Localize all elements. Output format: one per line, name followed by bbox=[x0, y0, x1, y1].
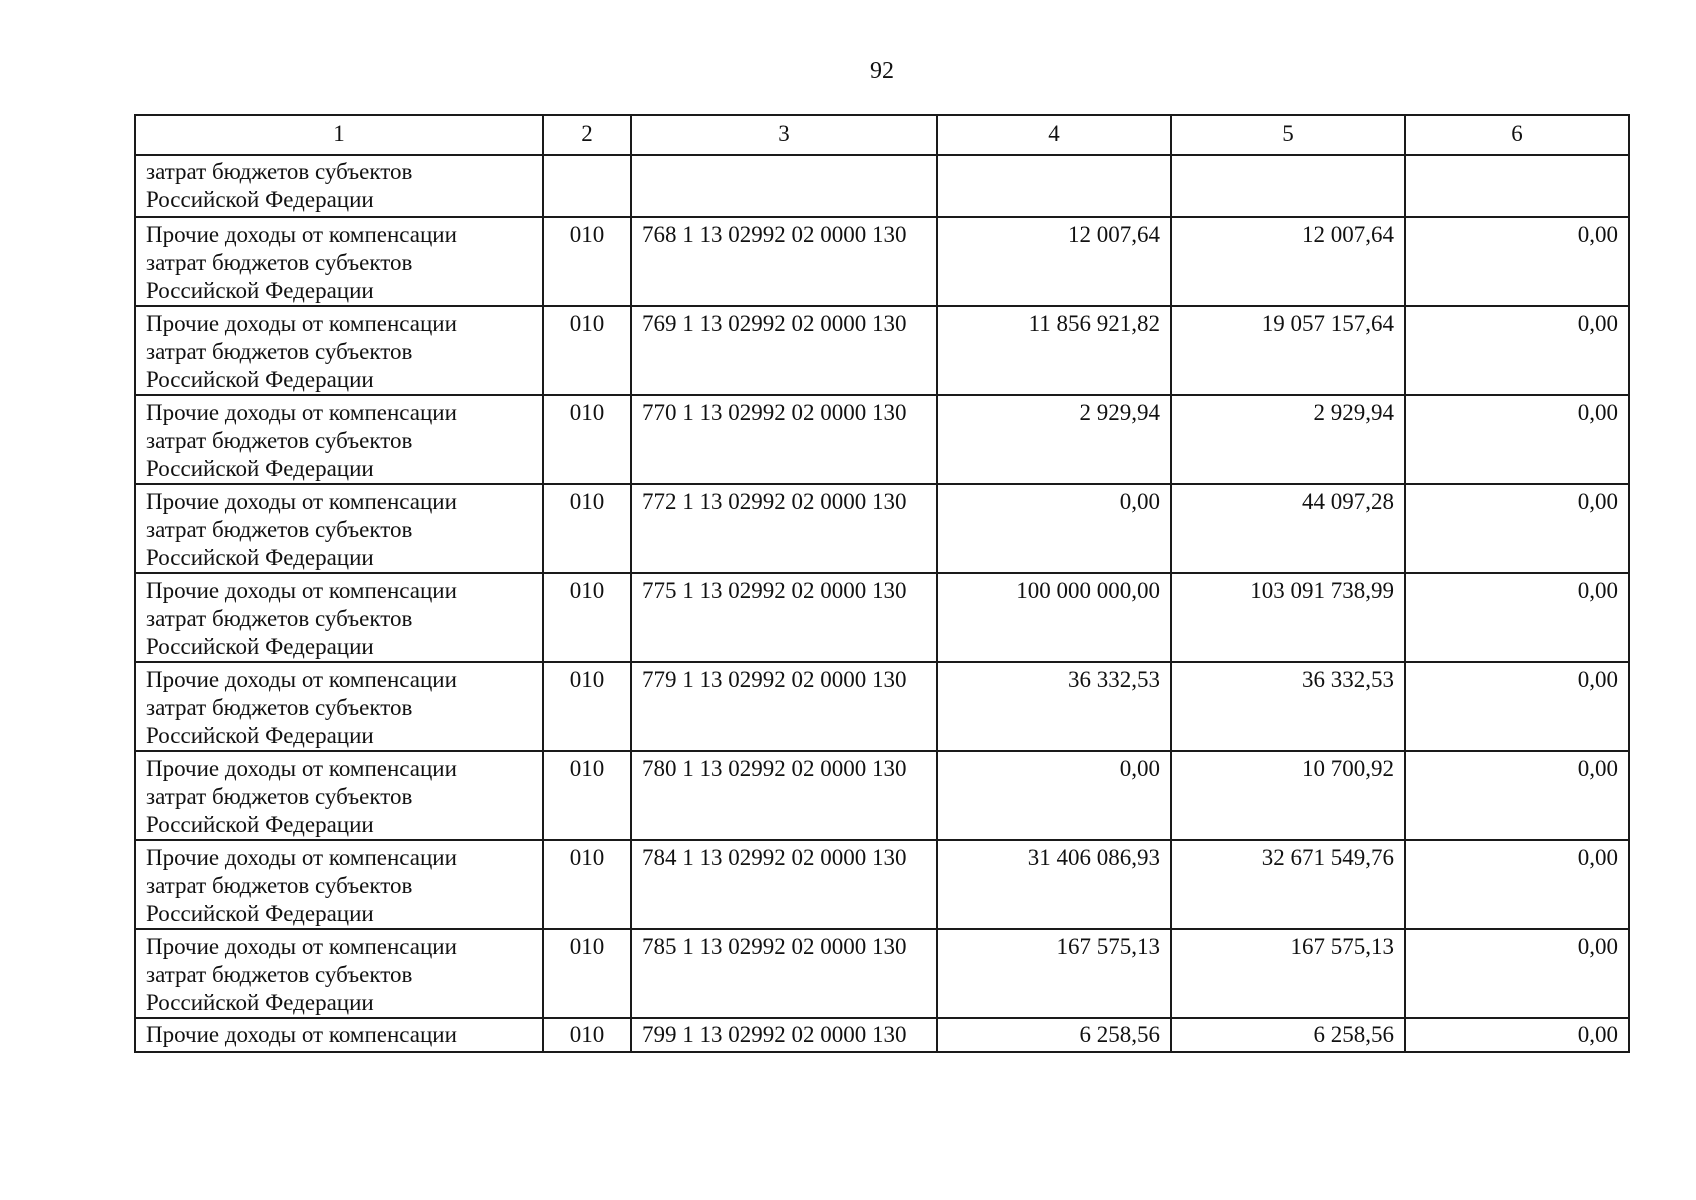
income-name-line: Прочие доходы от компенсации bbox=[146, 578, 457, 603]
income-name-line: Российской Федерации bbox=[146, 812, 374, 837]
budget-classification-code-cell: 780 1 13 02992 02 0000 130 bbox=[631, 751, 937, 840]
column-number-header-row bbox=[135, 115, 1629, 155]
income-name-line: затрат бюджетов субъектов bbox=[146, 517, 413, 542]
table-row bbox=[135, 1018, 1629, 1052]
page-number: 92 bbox=[870, 58, 894, 84]
income-name-line: затрат бюджетов субъектов bbox=[146, 250, 413, 275]
income-name-line: Российской Федерации bbox=[146, 634, 374, 659]
amount-col4-cell: 0,00 bbox=[937, 751, 1171, 840]
row-code-cell: 010 bbox=[543, 484, 631, 573]
table-row bbox=[135, 306, 1629, 395]
row-code-cell: 010 bbox=[543, 751, 631, 840]
amount-col4-cell: 167 575,13 bbox=[937, 929, 1171, 1018]
budget-classification-code-cell: 769 1 13 02992 02 0000 130 bbox=[631, 306, 937, 395]
budget-classification-code-cell: 772 1 13 02992 02 0000 130 bbox=[631, 484, 937, 573]
budget-classification-code-cell: 785 1 13 02992 02 0000 130 bbox=[631, 929, 937, 1018]
income-name-line: затрат бюджетов субъектов bbox=[146, 784, 413, 809]
amount-col5-cell: 103 091 738,99 bbox=[1171, 573, 1405, 662]
amount-col5-cell: 6 258,56 bbox=[1171, 1018, 1405, 1052]
row-code-cell: 010 bbox=[543, 929, 631, 1018]
amount-col4-cell: 2 929,94 bbox=[937, 395, 1171, 484]
income-name-line: Российской Федерации bbox=[146, 187, 374, 212]
income-name-line: Прочие доходы от компенсации bbox=[146, 667, 457, 692]
table-row bbox=[135, 840, 1629, 929]
income-name-line: затрат бюджетов субъектов bbox=[146, 695, 413, 720]
column-header: 5 bbox=[1171, 115, 1405, 155]
row-code-cell: 010 bbox=[543, 217, 631, 306]
amount-col6-cell: 0,00 bbox=[1405, 217, 1629, 306]
empty-cell bbox=[937, 155, 1171, 217]
income-name-cell bbox=[135, 155, 543, 217]
income-name-line: Прочие доходы от компенсации bbox=[146, 756, 457, 781]
revenue-table bbox=[134, 114, 1630, 1053]
amount-col5-cell: 44 097,28 bbox=[1171, 484, 1405, 573]
table-row bbox=[135, 662, 1629, 751]
income-name-line: Российской Федерации bbox=[146, 278, 374, 303]
amount-col6-cell: 0,00 bbox=[1405, 484, 1629, 573]
budget-classification-code-cell: 799 1 13 02992 02 0000 130 bbox=[631, 1018, 937, 1052]
income-name-cell bbox=[135, 484, 543, 573]
amount-col5-cell: 2 929,94 bbox=[1171, 395, 1405, 484]
table-row bbox=[135, 484, 1629, 573]
amount-col5-cell: 12 007,64 bbox=[1171, 217, 1405, 306]
empty-cell bbox=[631, 155, 937, 217]
income-name-line: Российской Федерации bbox=[146, 367, 374, 392]
amount-col6-cell: 0,00 bbox=[1405, 306, 1629, 395]
amount-col6-cell: 0,00 bbox=[1405, 929, 1629, 1018]
amount-col4-cell: 100 000 000,00 bbox=[937, 573, 1171, 662]
income-name-cell bbox=[135, 840, 543, 929]
table-row bbox=[135, 751, 1629, 840]
amount-col5-cell: 10 700,92 bbox=[1171, 751, 1405, 840]
amount-col5-cell: 36 332,53 bbox=[1171, 662, 1405, 751]
amount-col6-cell: 0,00 bbox=[1405, 395, 1629, 484]
amount-col6-cell: 0,00 bbox=[1405, 840, 1629, 929]
budget-classification-code-cell: 775 1 13 02992 02 0000 130 bbox=[631, 573, 937, 662]
income-name-line: Российской Федерации bbox=[146, 545, 374, 570]
amount-col4-cell: 36 332,53 bbox=[937, 662, 1171, 751]
revenue-table-container bbox=[134, 114, 1628, 1053]
income-name-line: Российской Федерации bbox=[146, 723, 374, 748]
income-name-line: Российской Федерации bbox=[146, 456, 374, 481]
row-code-cell: 010 bbox=[543, 306, 631, 395]
income-name-cell bbox=[135, 573, 543, 662]
amount-col6-cell: 0,00 bbox=[1405, 573, 1629, 662]
income-name-line: Прочие доходы от компенсации bbox=[146, 934, 457, 959]
amount-col4-cell: 12 007,64 bbox=[937, 217, 1171, 306]
income-name-line: Прочие доходы от компенсации bbox=[146, 311, 457, 336]
row-code-cell: 010 bbox=[543, 840, 631, 929]
budget-classification-code-cell: 768 1 13 02992 02 0000 130 bbox=[631, 217, 937, 306]
income-name-line: Прочие доходы от компенсации bbox=[146, 845, 457, 870]
income-name-line: Прочие доходы от компенсации bbox=[146, 400, 457, 425]
income-name-cell bbox=[135, 929, 543, 1018]
table-row bbox=[135, 217, 1629, 306]
income-name-line: затрат бюджетов субъектов bbox=[146, 428, 413, 453]
amount-col6-cell: 0,00 bbox=[1405, 751, 1629, 840]
column-header: 1 bbox=[135, 115, 543, 155]
column-header: 6 bbox=[1405, 115, 1629, 155]
column-header: 4 bbox=[937, 115, 1171, 155]
empty-cell bbox=[543, 155, 631, 217]
income-name-line: затрат бюджетов субъектов bbox=[146, 339, 413, 364]
income-name-cell bbox=[135, 1018, 543, 1052]
income-name-line: Российской Федерации bbox=[146, 901, 374, 926]
row-code-cell: 010 bbox=[543, 662, 631, 751]
row-code-cell: 010 bbox=[543, 1018, 631, 1052]
income-name-cell bbox=[135, 217, 543, 306]
row-code-cell: 010 bbox=[543, 573, 631, 662]
continuation-row bbox=[135, 155, 1629, 217]
income-name-line: затрат бюджетов субъектов bbox=[146, 873, 413, 898]
amount-col5-cell: 32 671 549,76 bbox=[1171, 840, 1405, 929]
amount-col6-cell: 0,00 bbox=[1405, 662, 1629, 751]
income-name-cell bbox=[135, 395, 543, 484]
budget-classification-code-cell: 779 1 13 02992 02 0000 130 bbox=[631, 662, 937, 751]
income-name-line: затрат бюджетов субъектов bbox=[146, 962, 413, 987]
column-header: 3 bbox=[631, 115, 937, 155]
income-name-line: Прочие доходы от компенсации bbox=[146, 222, 457, 247]
amount-col6-cell: 0,00 bbox=[1405, 1018, 1629, 1052]
row-code-cell: 010 bbox=[543, 395, 631, 484]
table-row bbox=[135, 573, 1629, 662]
amount-col4-cell: 0,00 bbox=[937, 484, 1171, 573]
amount-col4-cell: 31 406 086,93 bbox=[937, 840, 1171, 929]
income-name-line: затрат бюджетов субъектов bbox=[146, 606, 413, 631]
empty-cell bbox=[1171, 155, 1405, 217]
amount-col5-cell: 19 057 157,64 bbox=[1171, 306, 1405, 395]
amount-col4-cell: 11 856 921,82 bbox=[937, 306, 1171, 395]
income-name-line: Прочие доходы от компенсации bbox=[146, 1022, 457, 1047]
empty-cell bbox=[1405, 155, 1629, 217]
column-header: 2 bbox=[543, 115, 631, 155]
table-row bbox=[135, 929, 1629, 1018]
income-name-line: Прочие доходы от компенсации bbox=[146, 489, 457, 514]
income-name-cell bbox=[135, 751, 543, 840]
budget-classification-code-cell: 784 1 13 02992 02 0000 130 bbox=[631, 840, 937, 929]
table-body bbox=[135, 155, 1629, 1052]
amount-col5-cell: 167 575,13 bbox=[1171, 929, 1405, 1018]
income-name-line: Российской Федерации bbox=[146, 990, 374, 1015]
income-name-cell bbox=[135, 306, 543, 395]
budget-classification-code-cell: 770 1 13 02992 02 0000 130 bbox=[631, 395, 937, 484]
income-name-cell bbox=[135, 662, 543, 751]
amount-col4-cell: 6 258,56 bbox=[937, 1018, 1171, 1052]
table-row bbox=[135, 395, 1629, 484]
income-name-line: затрат бюджетов субъектов bbox=[146, 159, 413, 184]
